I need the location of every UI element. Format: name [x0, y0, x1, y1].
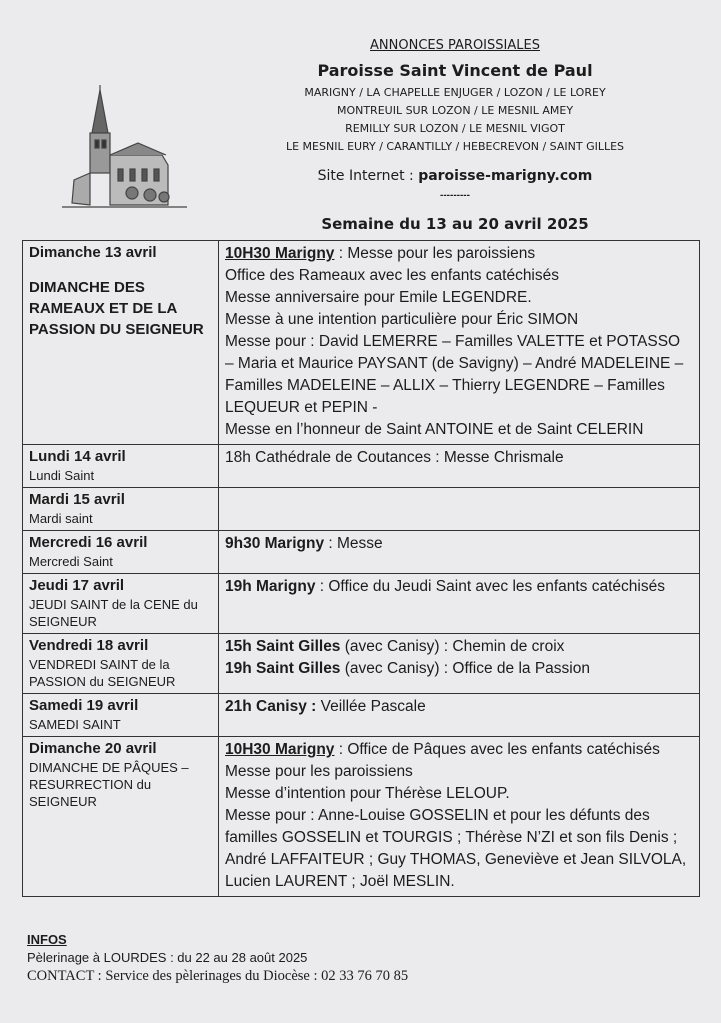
event-text: : Office du Jeudi Saint avec les enfants catéchisés	[315, 578, 665, 595]
events-cell	[219, 488, 700, 531]
schedule-row	[23, 241, 700, 445]
event-time-place: 10H30 Marigny	[225, 741, 335, 758]
day-cell	[23, 574, 219, 634]
event-line	[225, 783, 693, 805]
location-line: MONTREUIL SUR LOZON / LE MESNIL AMEY	[336, 104, 574, 117]
schedule-row	[23, 634, 700, 694]
event-line	[225, 658, 693, 680]
events-cell	[219, 445, 700, 488]
schedule-row	[23, 574, 700, 634]
event-line	[225, 287, 693, 309]
liturgical-day: Lundi Saint	[29, 468, 95, 483]
location-line: LE MESNIL EURY / CARANTILLY / HEBECREVON / SAINT GILLES	[285, 140, 625, 153]
schedule-row	[23, 694, 700, 737]
schedule-row	[23, 445, 700, 488]
schedule-row	[23, 737, 700, 897]
event-text: 18h Cathédrale de Coutances : Messe Chrismale	[225, 449, 564, 466]
infos-heading: INFOS	[27, 932, 67, 947]
day-cell	[23, 737, 219, 897]
day-cell	[23, 531, 219, 574]
pilgrimage-info: Pèlerinage à LOURDES : du 22 au 28 août 2025	[27, 950, 308, 965]
contact-info: CONTACT : Service des pèlerinages du Diocèse : 02 33 76 70 85	[27, 968, 409, 984]
schedule-row	[23, 488, 700, 531]
event-text: Office des Rameaux avec les enfants catéchisés	[225, 267, 559, 284]
event-line	[225, 739, 693, 761]
day-name: Dimanche 20 avril	[29, 740, 157, 757]
event-line	[225, 761, 693, 783]
schedule-row	[23, 531, 700, 574]
day-name: Mercredi 16 avril	[29, 534, 148, 551]
event-line	[225, 447, 693, 469]
day-cell	[23, 445, 219, 488]
day-cell	[23, 488, 219, 531]
event-time-place: 9h30 Marigny	[225, 535, 325, 552]
website-line	[260, 168, 650, 184]
event-line	[225, 533, 693, 555]
event-text: : Office de Pâques avec les enfants catéchisés	[334, 741, 660, 758]
event-text: Messe anniversaire pour Emile LEGENDRE.	[225, 289, 532, 306]
liturgical-day: SAMEDI SAINT	[29, 717, 121, 732]
day-cell	[23, 634, 219, 694]
event-text: Messe en l’honneur de Saint ANTOINE et de Saint CELERIN	[225, 421, 644, 438]
event-time-place: 21h Canisy :	[225, 698, 317, 715]
events-cell	[219, 694, 700, 737]
events-cell	[219, 574, 700, 634]
liturgical-day: DIMANCHE DES RAMEAUX ET DE LA PASSION DU SEIGNEUR	[29, 279, 204, 338]
event-line	[225, 419, 693, 441]
week-heading: Semaine du 13 au 20 avril 2025	[321, 215, 589, 233]
event-time-place: 19h Saint Gilles	[225, 660, 341, 677]
event-line	[225, 636, 693, 658]
event-text: (avec Canisy) : Office de la Passion	[340, 660, 590, 677]
liturgical-day: Mardi saint	[29, 511, 93, 526]
day-cell	[23, 694, 219, 737]
event-line	[225, 309, 693, 331]
website-label: Site Internet :	[317, 168, 419, 184]
website-link[interactable]: paroisse-marigny.com	[418, 168, 593, 184]
liturgical-day: DIMANCHE DE PÂQUES – RESURRECTION du SEIGNEUR	[29, 760, 189, 809]
events-cell	[219, 531, 700, 574]
liturgical-day: JEUDI SAINT de la CENE du SEIGNEUR	[29, 597, 198, 629]
event-text: Veillée Pascale	[316, 698, 426, 715]
day-name: Samedi 19 avril	[29, 697, 139, 714]
day-name: Dimanche 13 avril	[29, 244, 157, 261]
event-text: Messe pour : Anne-Louise GOSSELIN et pour les défunts des familles GOSSELIN et TOURGIS ; Thérèse N’ZI et son fils Denis ; André LAFFAITEUR ; Guy THOMAS, Geneviève et Jean SILVOLA, Lucien LAURENT ; Joël MESLIN.	[225, 807, 687, 890]
event-line	[225, 265, 693, 287]
event-line	[225, 331, 693, 419]
event-text: (avec Canisy) : Chemin de croix	[340, 638, 565, 655]
event-line	[225, 243, 693, 265]
event-text: : Messe pour les paroissiens	[334, 245, 536, 262]
liturgical-day: VENDREDI SAINT de la PASSION du SEIGNEUR	[29, 657, 176, 689]
event-text: Messe d’intention pour Thérèse LELOUP.	[225, 785, 510, 802]
event-text: Messe pour : David LEMERRE – Familles VALETTE et POTASSO – Maria et Maurice PAYSANT (de Savigny) – André MADELEINE – Familles MADELEINE – ALLIX – Thierry LEGENDRE – Familles LEQUEUR et PEPIN -	[225, 333, 684, 416]
infos-section	[27, 932, 687, 985]
location-line: MARIGNY / LA CHAPELLE ENJUGER / LOZON / LE LOREY	[304, 86, 606, 99]
document-title: ANNONCES PAROISSIALES	[370, 38, 540, 53]
event-time-place: 10H30 Marigny	[225, 245, 335, 262]
events-cell	[219, 634, 700, 694]
day-cell	[23, 241, 219, 445]
events-cell	[219, 737, 700, 897]
event-line	[225, 576, 693, 598]
event-time-place: 15h Saint Gilles	[225, 638, 341, 655]
day-name: Lundi 14 avril	[29, 448, 126, 465]
event-line	[225, 805, 693, 893]
day-name: Mardi 15 avril	[29, 491, 125, 508]
event-time-place: 19h Marigny	[225, 578, 316, 595]
liturgical-day: Mercredi Saint	[29, 554, 113, 569]
event-text: Messe à une intention particulière pour Éric SIMON	[225, 311, 579, 328]
separator: ---------	[440, 190, 470, 201]
location-line: REMILLY SUR LOZON / LE MESNIL VIGOT	[345, 122, 565, 135]
event-text: : Messe	[324, 535, 383, 552]
day-name: Vendredi 18 avril	[29, 637, 149, 654]
schedule-table	[22, 240, 700, 897]
event-line	[225, 696, 693, 718]
events-cell	[219, 241, 700, 445]
day-name: Jeudi 17 avril	[29, 577, 125, 594]
parish-name: Paroisse Saint Vincent de Paul	[317, 61, 593, 80]
church-icon	[62, 85, 192, 215]
event-text: Messe pour les paroissiens	[225, 763, 413, 780]
